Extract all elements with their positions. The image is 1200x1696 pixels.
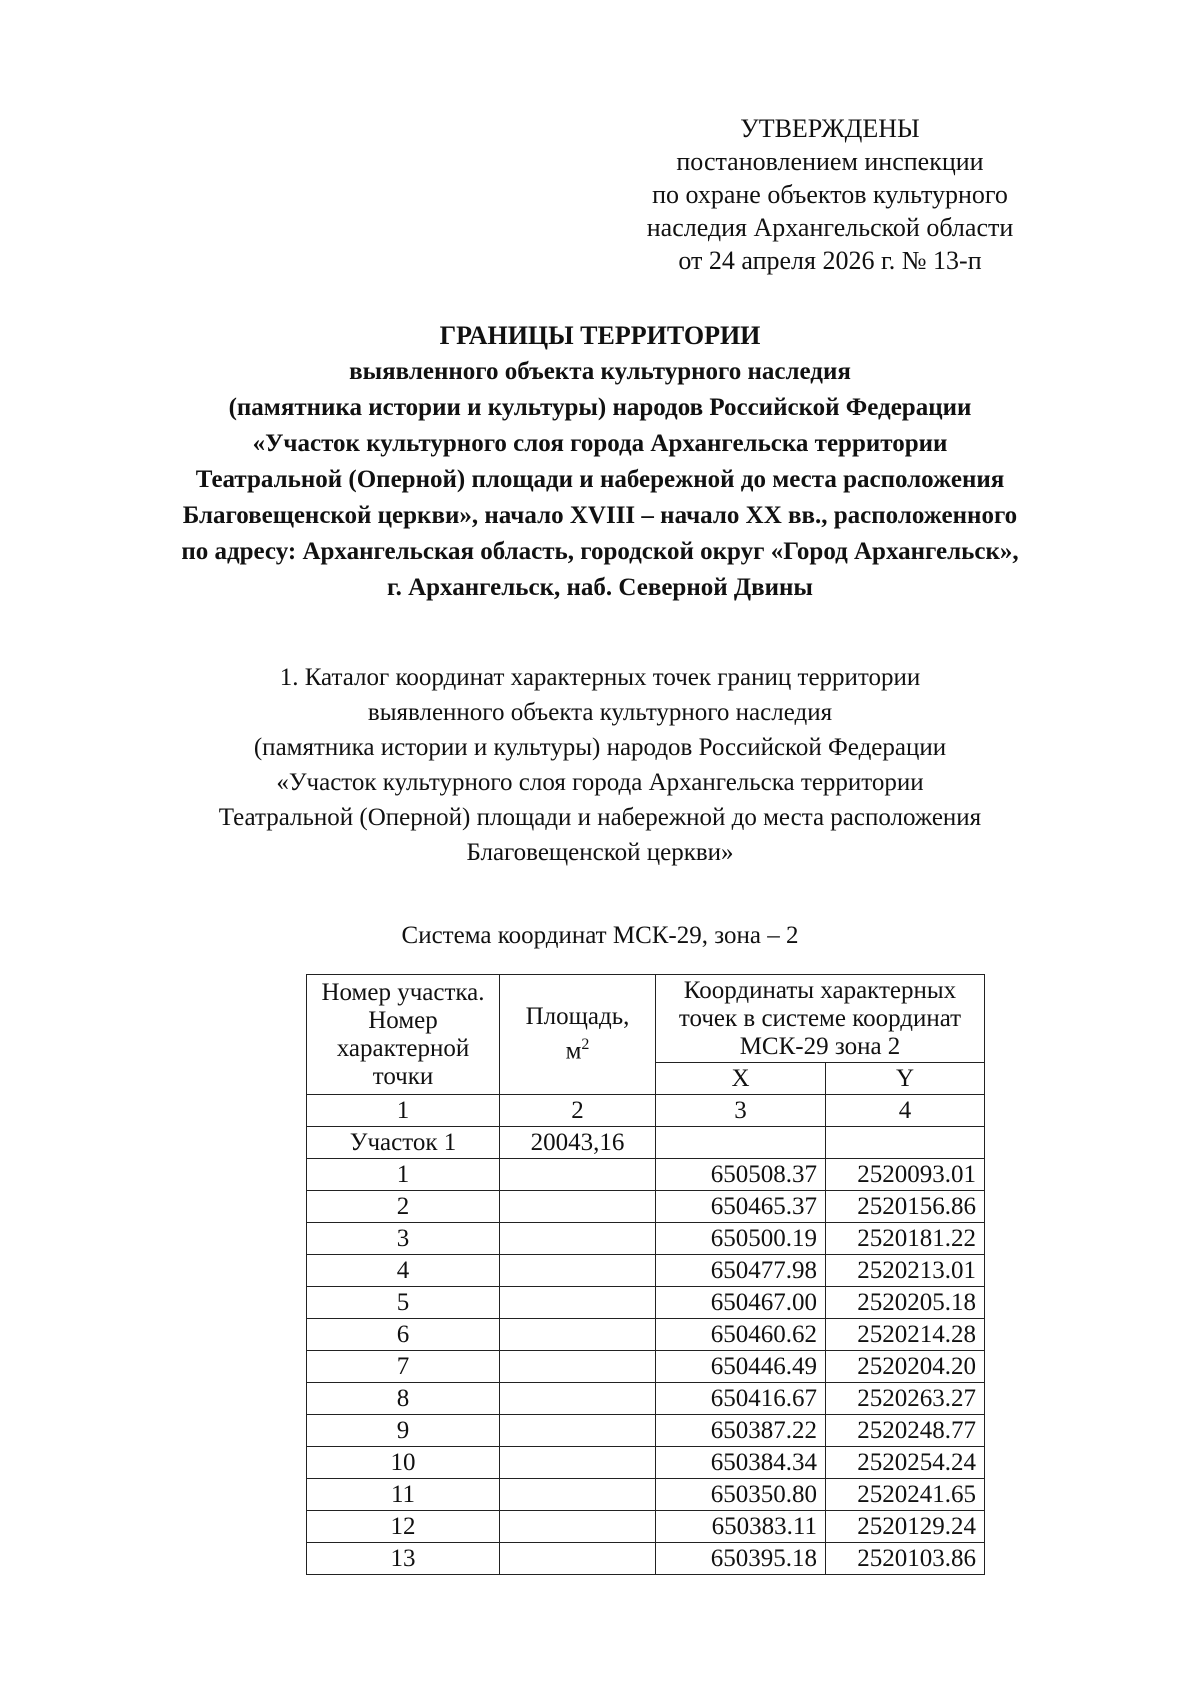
approval-line: постановлением инспекции [676,147,984,176]
x-coordinate: 650383.11 [656,1511,826,1543]
y-coordinate: 2520093.01 [826,1159,985,1191]
point-number: 9 [307,1415,500,1447]
header-area: Площадь, $м^2$ [500,975,656,1095]
y-coordinate: 2520254.24 [826,1447,985,1479]
section-line: Театральной (Оперной) площади и набережной до места расположения [218,804,982,831]
point-number: 3 [307,1223,500,1255]
y-coordinate: 2520181.22 [826,1223,985,1255]
point-number: 13 [307,1543,500,1575]
title-line: Благовещенской церкви», начало XVIII – начало XX вв., расположенного [182,502,1018,529]
table-row [307,1543,985,1575]
table-row [307,1351,985,1383]
title-line: выявленного объекта культурного наследия [349,358,851,385]
header-coordinates: Координаты характерных точек в системе координат МСК-29 зона 2 [656,975,985,1063]
title-line: (памятника истории и культуры) народов Российской Федерации [228,394,972,421]
approval-heading: УТВЕРЖДЕНЫ [740,114,920,143]
table-body [307,1159,985,1575]
y-coordinate: 2520205.18 [826,1287,985,1319]
column-number-row: 1 2 3 4 [307,1095,985,1127]
table-row [307,1511,985,1543]
section-label: Участок 1 [307,1127,500,1159]
table-row [307,1415,985,1447]
table-row [307,1255,985,1287]
title-main: ГРАНИЦЫ ТЕРРИТОРИИ [439,321,761,350]
area-cell [500,1319,656,1351]
area-cell [500,1447,656,1479]
point-number: 12 [307,1511,500,1543]
x-coordinate: 650500.19 [656,1223,826,1255]
approval-line: наследия Архангельской области [646,213,1014,242]
y-coordinate: 2520156.86 [826,1191,985,1223]
table-row [307,1159,985,1191]
approval-line: от 24 апреля 2026 г. № 13-п [678,246,982,275]
approval-stamp [640,112,1020,277]
area-cell [500,1191,656,1223]
x-coordinate: 650467.00 [656,1287,826,1319]
area-cell [500,1479,656,1511]
table-row [307,1223,985,1255]
header-point-number: Номер участка. Номер характерной точки [307,975,500,1095]
point-number: 4 [307,1255,500,1287]
area-cell [500,1223,656,1255]
y-coordinate: 2520214.28 [826,1319,985,1351]
title-line: по адресу: Архангельская область, городской округ «Город Архангельск», [181,538,1019,565]
y-coordinate: 2520241.65 [826,1479,985,1511]
table-row [307,1287,985,1319]
title-line: Театральной (Оперной) площади и набережной до места расположения [195,466,1005,493]
x-coordinate: 650416.67 [656,1383,826,1415]
section-row [307,1127,985,1159]
header-x: X [656,1063,826,1095]
x-coordinate: 650460.62 [656,1319,826,1351]
y-coordinate: 2520263.27 [826,1383,985,1415]
title-line: г. Архангельск, наб. Северной Двины [387,574,813,601]
area-cell [500,1159,656,1191]
coordinates-table [306,974,985,1575]
point-number: 6 [307,1319,500,1351]
area-cell [500,1383,656,1415]
y-coordinate: 2520204.20 [826,1351,985,1383]
area-cell [500,1351,656,1383]
point-number: 2 [307,1191,500,1223]
x-coordinate: 650387.22 [656,1415,826,1447]
table-row [307,1447,985,1479]
x-coordinate: 650508.37 [656,1159,826,1191]
y-coordinate: 2520129.24 [826,1511,985,1543]
point-number: 8 [307,1383,500,1415]
y-coordinate: 2520103.86 [826,1543,985,1575]
section-line: выявленного объекта культурного наследия [367,699,833,726]
table-row [307,1479,985,1511]
area-cell [500,1543,656,1575]
section-line: Благовещенской церкви» [466,839,734,866]
y-coordinate: 2520248.77 [826,1415,985,1447]
table-row [307,1319,985,1351]
table-row [307,1191,985,1223]
section-line: 1. Каталог координат характерных точек границ территории [279,664,921,691]
point-number: 10 [307,1447,500,1479]
section-heading [160,660,1040,870]
coordinate-system-label: Система координат МСК-29, зона – 2 [401,922,799,949]
point-number: 1 [307,1159,500,1191]
x-coordinate: 650465.37 [656,1191,826,1223]
point-number: 7 [307,1351,500,1383]
area-cell [500,1255,656,1287]
area-cell [500,1415,656,1447]
x-coordinate: 650395.18 [656,1543,826,1575]
x-coordinate: 650477.98 [656,1255,826,1287]
table-header-row [307,975,985,1063]
section-line: «Участок культурного слоя города Архангельска территории [276,769,924,796]
point-number: 11 [307,1479,500,1511]
document-title [160,318,1040,606]
approval-line: по охране объектов культурного [652,180,1008,209]
x-coordinate: 650350.80 [656,1479,826,1511]
section-line: (памятника истории и культуры) народов Российской Федерации [253,734,947,761]
point-number: 5 [307,1287,500,1319]
area-cell [500,1287,656,1319]
y-coordinate: 2520213.01 [826,1255,985,1287]
title-line: «Участок культурного слоя города Архангельска территории [252,430,948,457]
section-area: 20043,16 [500,1127,656,1159]
x-coordinate: 650384.34 [656,1447,826,1479]
x-coordinate: 650446.49 [656,1351,826,1383]
header-y: Y [826,1063,985,1095]
table-row [307,1383,985,1415]
area-cell [500,1511,656,1543]
